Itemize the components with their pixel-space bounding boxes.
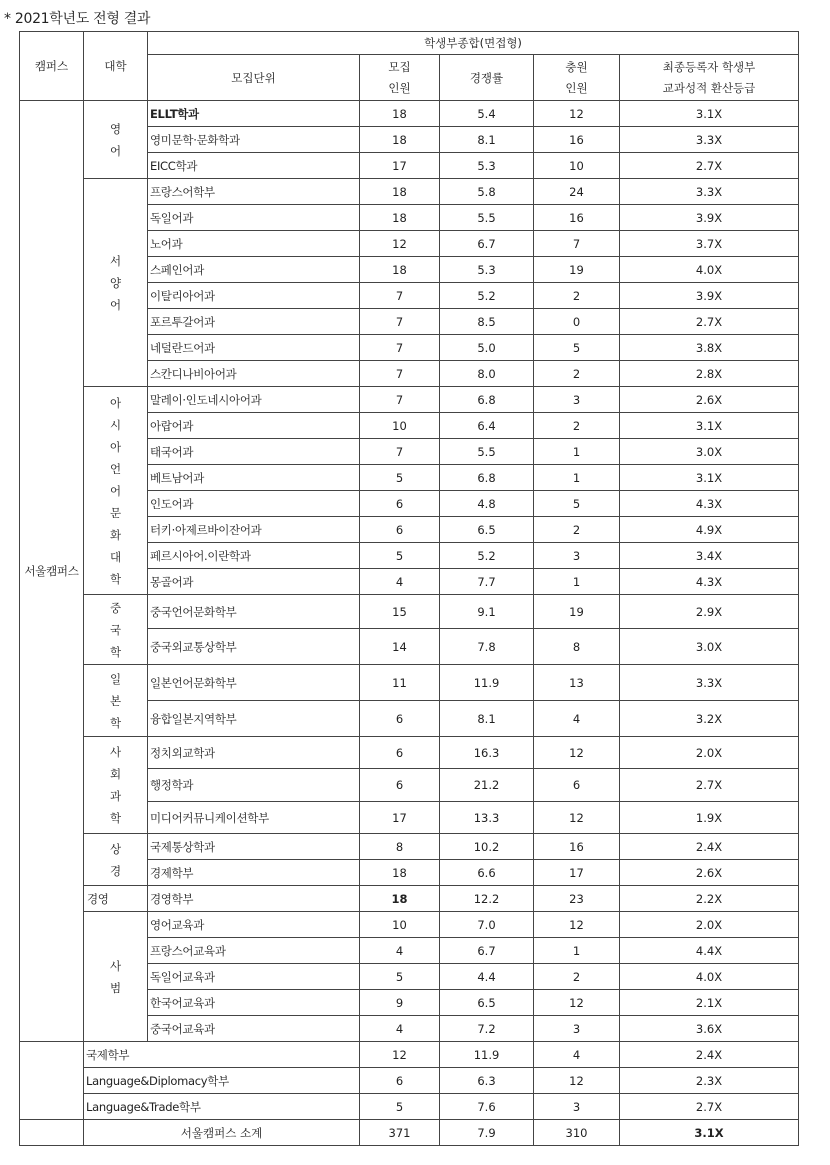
grade-value: 4.3X	[620, 491, 799, 517]
unit-name: ELLT학과	[148, 101, 360, 127]
fill-value: 16	[534, 205, 620, 231]
quota-value: 6	[360, 517, 440, 543]
ratio-value: 6.7	[440, 231, 534, 257]
subtotal-ratio: 7.9	[440, 1120, 534, 1146]
quota-value: 4	[360, 1016, 440, 1042]
quota-value: 5	[360, 964, 440, 990]
table-row	[20, 1042, 799, 1068]
ratio-value: 6.6	[440, 860, 534, 886]
fill-value: 17	[534, 860, 620, 886]
header-college: 대학	[84, 32, 148, 101]
table-row	[20, 665, 799, 701]
grade-value: 2.7X	[620, 1094, 799, 1120]
unit-name: 이탈리아어과	[148, 283, 360, 309]
unit-name: 스칸디나비아어과	[148, 361, 360, 387]
ratio-value: 12.2	[440, 886, 534, 912]
fill-value: 12	[534, 912, 620, 938]
unit-name: 포르투갈어과	[148, 309, 360, 335]
subtotal-grade: 3.1X	[620, 1120, 799, 1146]
unit-name: 말레이·인도네시아어과	[148, 387, 360, 413]
fill-value: 2	[534, 361, 620, 387]
college-cell-japanese: 일 본 학	[84, 665, 148, 737]
unit-name: 독일어교육과	[148, 964, 360, 990]
college-cell-asian: 아 시 아 언 어 문 화 대 학	[84, 387, 148, 595]
unit-name: 정치외교학과	[148, 737, 360, 769]
ratio-value: 11.9	[440, 665, 534, 701]
fill-value: 3	[534, 1016, 620, 1042]
quota-value: 5	[360, 1094, 440, 1120]
quota-value: 4	[360, 938, 440, 964]
grade-value: 3.9X	[620, 283, 799, 309]
grade-value: 3.2X	[620, 701, 799, 737]
fill-value: 24	[534, 179, 620, 205]
college-cell-education: 사 범	[84, 912, 148, 1042]
fill-value: 3	[534, 543, 620, 569]
grade-value: 3.9X	[620, 205, 799, 231]
ratio-value: 6.7	[440, 938, 534, 964]
grade-value: 4.4X	[620, 938, 799, 964]
grade-value: 2.7X	[620, 153, 799, 179]
table-row	[20, 834, 799, 860]
unit-name: 태국어과	[148, 439, 360, 465]
ratio-value: 6.4	[440, 413, 534, 439]
fill-value: 1	[534, 465, 620, 491]
college-cell-business: 경영	[84, 886, 148, 912]
unit-name: 경제학부	[148, 860, 360, 886]
unit-name: 스페인어과	[148, 257, 360, 283]
subtotal-fill: 310	[534, 1120, 620, 1146]
ratio-value: 7.2	[440, 1016, 534, 1042]
ratio-value: 8.1	[440, 127, 534, 153]
subtotal-label: 서울캠퍼스 소계	[84, 1120, 360, 1146]
grade-value: 3.1X	[620, 465, 799, 491]
subtotal-row	[20, 1120, 799, 1146]
grade-value: 3.4X	[620, 543, 799, 569]
grade-value: 4.0X	[620, 257, 799, 283]
ratio-value: 5.0	[440, 335, 534, 361]
grade-value: 2.9X	[620, 595, 799, 629]
ratio-value: 21.2	[440, 769, 534, 802]
ratio-value: 8.5	[440, 309, 534, 335]
grade-value: 1.9X	[620, 802, 799, 834]
table-row	[20, 912, 799, 938]
ratio-value: 5.3	[440, 257, 534, 283]
ratio-value: 5.5	[440, 205, 534, 231]
page-title: * 2021학년도 전형 결과	[4, 11, 151, 27]
ratio-value: 5.2	[440, 283, 534, 309]
fill-value: 16	[534, 834, 620, 860]
ratio-value: 6.5	[440, 990, 534, 1016]
table-row	[20, 737, 799, 769]
header-campus: 캠퍼스	[20, 32, 84, 101]
fill-value: 2	[534, 283, 620, 309]
fill-value: 10	[534, 153, 620, 179]
quota-value: 9	[360, 990, 440, 1016]
fill-value: 0	[534, 309, 620, 335]
fill-value: 3	[534, 387, 620, 413]
fill-value: 12	[534, 101, 620, 127]
fill-value: 12	[534, 802, 620, 834]
unit-name: 영어교육과	[148, 912, 360, 938]
ratio-value: 7.6	[440, 1094, 534, 1120]
quota-value: 6	[360, 737, 440, 769]
ratio-value: 10.2	[440, 834, 534, 860]
grade-value: 3.8X	[620, 335, 799, 361]
ratio-value: 4.8	[440, 491, 534, 517]
unit-name: 프랑스어교육과	[148, 938, 360, 964]
grade-value: 4.9X	[620, 517, 799, 543]
unit-name: 몽골어과	[148, 569, 360, 595]
quota-value: 6	[360, 491, 440, 517]
quota-value: 17	[360, 153, 440, 179]
quota-value: 7	[360, 283, 440, 309]
unit-name: 프랑스어학부	[148, 179, 360, 205]
ratio-value: 6.5	[440, 517, 534, 543]
admission-results-table	[19, 31, 799, 1146]
unit-name: 중국외교통상학부	[148, 629, 360, 665]
ratio-value: 7.8	[440, 629, 534, 665]
header-ratio: 경쟁률	[440, 55, 534, 101]
fill-value: 2	[534, 964, 620, 990]
header-grade: 최종등록자 학생부 교과성적 환산등급	[620, 55, 799, 101]
ratio-value: 5.8	[440, 179, 534, 205]
grade-value: 2.7X	[620, 309, 799, 335]
grade-value: 2.1X	[620, 990, 799, 1016]
table-row	[20, 101, 799, 127]
grade-value: 2.0X	[620, 912, 799, 938]
fill-value: 4	[534, 701, 620, 737]
fill-value: 23	[534, 886, 620, 912]
grade-value: 2.6X	[620, 387, 799, 413]
quota-value: 4	[360, 569, 440, 595]
fill-value: 5	[534, 335, 620, 361]
grade-value: 4.3X	[620, 569, 799, 595]
unit-name: 인도어과	[148, 491, 360, 517]
unit-name: 터키·아제르바이잔어과	[148, 517, 360, 543]
quota-value: 6	[360, 1068, 440, 1094]
quota-value: 7	[360, 439, 440, 465]
quota-value: 18	[360, 886, 440, 912]
table-row	[20, 179, 799, 205]
header-fill: 충원 인원	[534, 55, 620, 101]
unit-name: Language&Trade학부	[84, 1094, 360, 1120]
unit-name: 네덜란드어과	[148, 335, 360, 361]
unit-name: 독일어과	[148, 205, 360, 231]
quota-value: 17	[360, 802, 440, 834]
campus-cell: 서울캠퍼스	[20, 101, 84, 1042]
ratio-value: 5.4	[440, 101, 534, 127]
unit-name: 아랍어과	[148, 413, 360, 439]
fill-value: 1	[534, 569, 620, 595]
fill-value: 4	[534, 1042, 620, 1068]
quota-value: 12	[360, 231, 440, 257]
grade-value: 2.7X	[620, 769, 799, 802]
quota-value: 6	[360, 701, 440, 737]
quota-value: 18	[360, 101, 440, 127]
fill-value: 12	[534, 1068, 620, 1094]
fill-value: 7	[534, 231, 620, 257]
quota-value: 7	[360, 309, 440, 335]
grade-value: 3.0X	[620, 629, 799, 665]
header-row	[20, 32, 799, 55]
fill-value: 1	[534, 938, 620, 964]
grade-value: 2.8X	[620, 361, 799, 387]
fill-value: 8	[534, 629, 620, 665]
unit-name: 페르시아어.이란학과	[148, 543, 360, 569]
grade-value: 3.0X	[620, 439, 799, 465]
header-unit: 모집단위	[148, 55, 360, 101]
unit-name: 융합일본지역학부	[148, 701, 360, 737]
quota-value: 14	[360, 629, 440, 665]
ratio-value: 9.1	[440, 595, 534, 629]
unit-name: 국제통상학과	[148, 834, 360, 860]
ratio-value: 5.5	[440, 439, 534, 465]
ratio-value: 16.3	[440, 737, 534, 769]
quota-value: 10	[360, 413, 440, 439]
ratio-value: 5.2	[440, 543, 534, 569]
ratio-value: 11.9	[440, 1042, 534, 1068]
grade-value: 2.4X	[620, 834, 799, 860]
quota-value: 10	[360, 912, 440, 938]
ratio-value: 8.0	[440, 361, 534, 387]
ratio-value: 5.3	[440, 153, 534, 179]
quota-value: 5	[360, 465, 440, 491]
quota-value: 18	[360, 127, 440, 153]
quota-value: 18	[360, 257, 440, 283]
quota-value: 7	[360, 335, 440, 361]
ratio-value: 8.1	[440, 701, 534, 737]
fill-value: 6	[534, 769, 620, 802]
quota-value: 5	[360, 543, 440, 569]
fill-value: 1	[534, 439, 620, 465]
college-cell-social-science: 사 회 과 학	[84, 737, 148, 834]
quota-value: 7	[360, 387, 440, 413]
quota-value: 12	[360, 1042, 440, 1068]
grade-value: 2.0X	[620, 737, 799, 769]
quota-value: 6	[360, 769, 440, 802]
fill-value: 2	[534, 413, 620, 439]
table-row	[20, 886, 799, 912]
fill-value: 12	[534, 737, 620, 769]
unit-name: 경영학부	[148, 886, 360, 912]
unit-name: 중국언어문화학부	[148, 595, 360, 629]
unit-name: 베트남어과	[148, 465, 360, 491]
unit-name: EICC학과	[148, 153, 360, 179]
table-row	[20, 595, 799, 629]
grade-value: 3.3X	[620, 665, 799, 701]
unit-name: Language&Diplomacy학부	[84, 1068, 360, 1094]
grade-value: 4.0X	[620, 964, 799, 990]
fill-value: 3	[534, 1094, 620, 1120]
college-cell-english: 영 어	[84, 101, 148, 179]
unit-name: 한국어교육과	[148, 990, 360, 1016]
grade-value: 2.2X	[620, 886, 799, 912]
ratio-value: 6.8	[440, 387, 534, 413]
quota-value: 8	[360, 834, 440, 860]
ratio-value: 7.0	[440, 912, 534, 938]
quota-value: 18	[360, 179, 440, 205]
quota-value: 11	[360, 665, 440, 701]
grade-value: 3.7X	[620, 231, 799, 257]
unit-name: 노어과	[148, 231, 360, 257]
subtotal-blank	[20, 1120, 84, 1146]
unit-name: 중국어교육과	[148, 1016, 360, 1042]
subtotal-quota: 371	[360, 1120, 440, 1146]
grade-value: 2.3X	[620, 1068, 799, 1094]
ratio-value: 7.7	[440, 569, 534, 595]
fill-value: 13	[534, 665, 620, 701]
ratio-value: 13.3	[440, 802, 534, 834]
quota-value: 18	[360, 860, 440, 886]
fill-value: 12	[534, 990, 620, 1016]
table-row	[20, 1068, 799, 1094]
grade-value: 2.4X	[620, 1042, 799, 1068]
campus-cell-blank	[20, 1042, 84, 1120]
quota-value: 15	[360, 595, 440, 629]
grade-value: 3.3X	[620, 127, 799, 153]
college-cell-western: 서 양 어	[84, 179, 148, 387]
quota-value: 18	[360, 205, 440, 231]
grade-value: 2.6X	[620, 860, 799, 886]
unit-name: 미디어커뮤니케이션학부	[148, 802, 360, 834]
unit-name: 행정학과	[148, 769, 360, 802]
ratio-value: 6.3	[440, 1068, 534, 1094]
college-cell-commerce: 상 경	[84, 834, 148, 886]
grade-value: 3.3X	[620, 179, 799, 205]
ratio-value: 6.8	[440, 465, 534, 491]
fill-value: 19	[534, 595, 620, 629]
quota-value: 7	[360, 361, 440, 387]
unit-name: 국제학부	[84, 1042, 360, 1068]
fill-value: 2	[534, 517, 620, 543]
header-group: 학생부종합(면접형)	[148, 32, 799, 55]
grade-value: 3.1X	[620, 413, 799, 439]
college-cell-chinese: 중 국 학	[84, 595, 148, 665]
unit-name: 일본언어문화학부	[148, 665, 360, 701]
fill-value: 5	[534, 491, 620, 517]
grade-value: 3.6X	[620, 1016, 799, 1042]
table-row	[20, 1094, 799, 1120]
table-row	[20, 387, 799, 413]
ratio-value: 4.4	[440, 964, 534, 990]
fill-value: 19	[534, 257, 620, 283]
header-quota: 모집 인원	[360, 55, 440, 101]
fill-value: 16	[534, 127, 620, 153]
unit-name: 영미문학·문화학과	[148, 127, 360, 153]
grade-value: 3.1X	[620, 101, 799, 127]
